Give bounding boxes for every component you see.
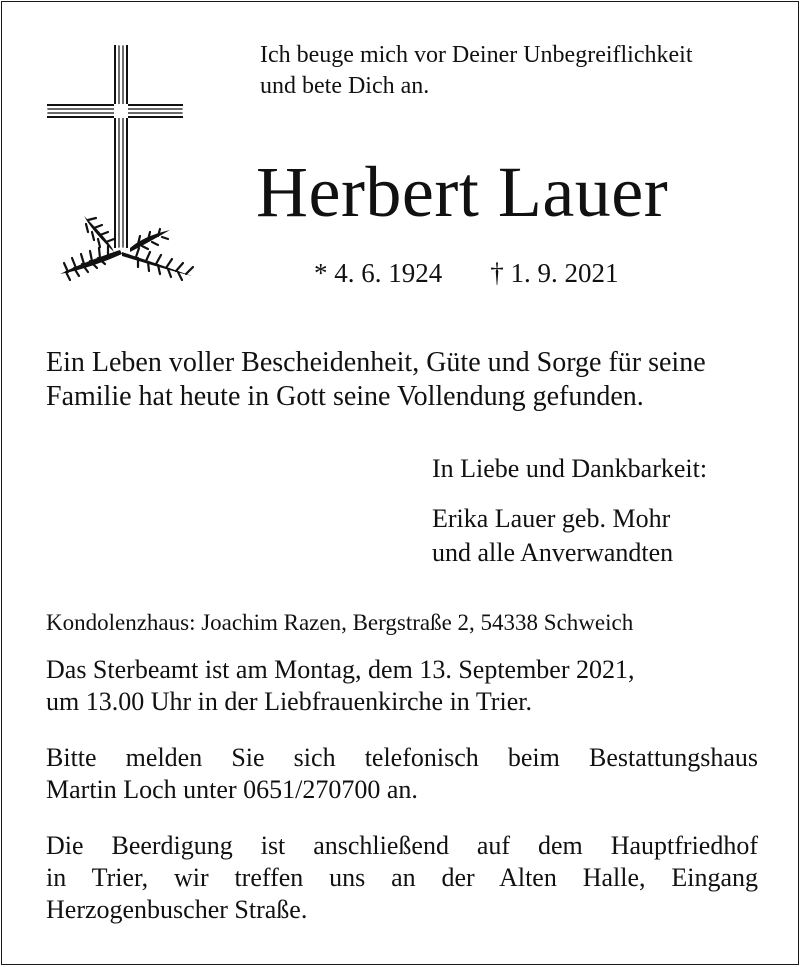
- burial-line: Die Beerdigung ist anschließend auf dem Hauptfriedhof: [46, 831, 758, 860]
- tribute-text: [46, 346, 706, 414]
- tribute-line: Familie hat heute in Gott seine Vollendung gefunden.: [46, 381, 644, 412]
- birth-date: * 4. 6. 1924: [314, 258, 443, 288]
- condolence-address: Kondolenzhaus: Joachim Razen, Bergstraße 2, 54338 Schweich: [46, 610, 634, 635]
- obituary-notice: [1, 1, 799, 965]
- burial-line: in Trier, wir treffen uns an der Alten Halle, Eingang: [46, 863, 758, 892]
- death-date: † 1. 9. 2021: [490, 258, 619, 288]
- deceased-name: Herbert Lauer: [256, 152, 669, 232]
- service-line: Das Sterbeamt ist am Montag, dem 13. September 2021,: [46, 655, 635, 684]
- tribute-line: Ein Leben voller Bescheidenheit, Güte und Sorge für seine: [46, 347, 706, 378]
- mourners: [432, 502, 673, 570]
- life-dates: [314, 257, 619, 289]
- contact-info: [46, 742, 758, 806]
- burial-info: [46, 830, 758, 926]
- verse: [260, 40, 693, 102]
- mourner-line: Erika Lauer geb. Mohr: [432, 504, 671, 533]
- verse-line: und bete Dich an.: [260, 73, 430, 99]
- service-line: um 13.00 Uhr in der Liebfrauenkirche in Trier.: [46, 687, 532, 716]
- cross-with-palm-branches-icon: [42, 42, 212, 282]
- mourner-line: und alle Anverwandten: [432, 538, 674, 567]
- service-info: [46, 654, 758, 718]
- contact-line: Bitte melden Sie sich telefonisch beim Bestattungshaus: [46, 743, 758, 772]
- verse-line: Ich beuge mich vor Deiner Unbegreiflichkeit: [260, 42, 693, 68]
- signoff: In Liebe und Dankbarkeit:: [432, 454, 708, 483]
- burial-line: Herzogenbuscher Straße.: [46, 895, 308, 924]
- contact-line: Martin Loch unter 0651/270700 an.: [46, 775, 418, 804]
